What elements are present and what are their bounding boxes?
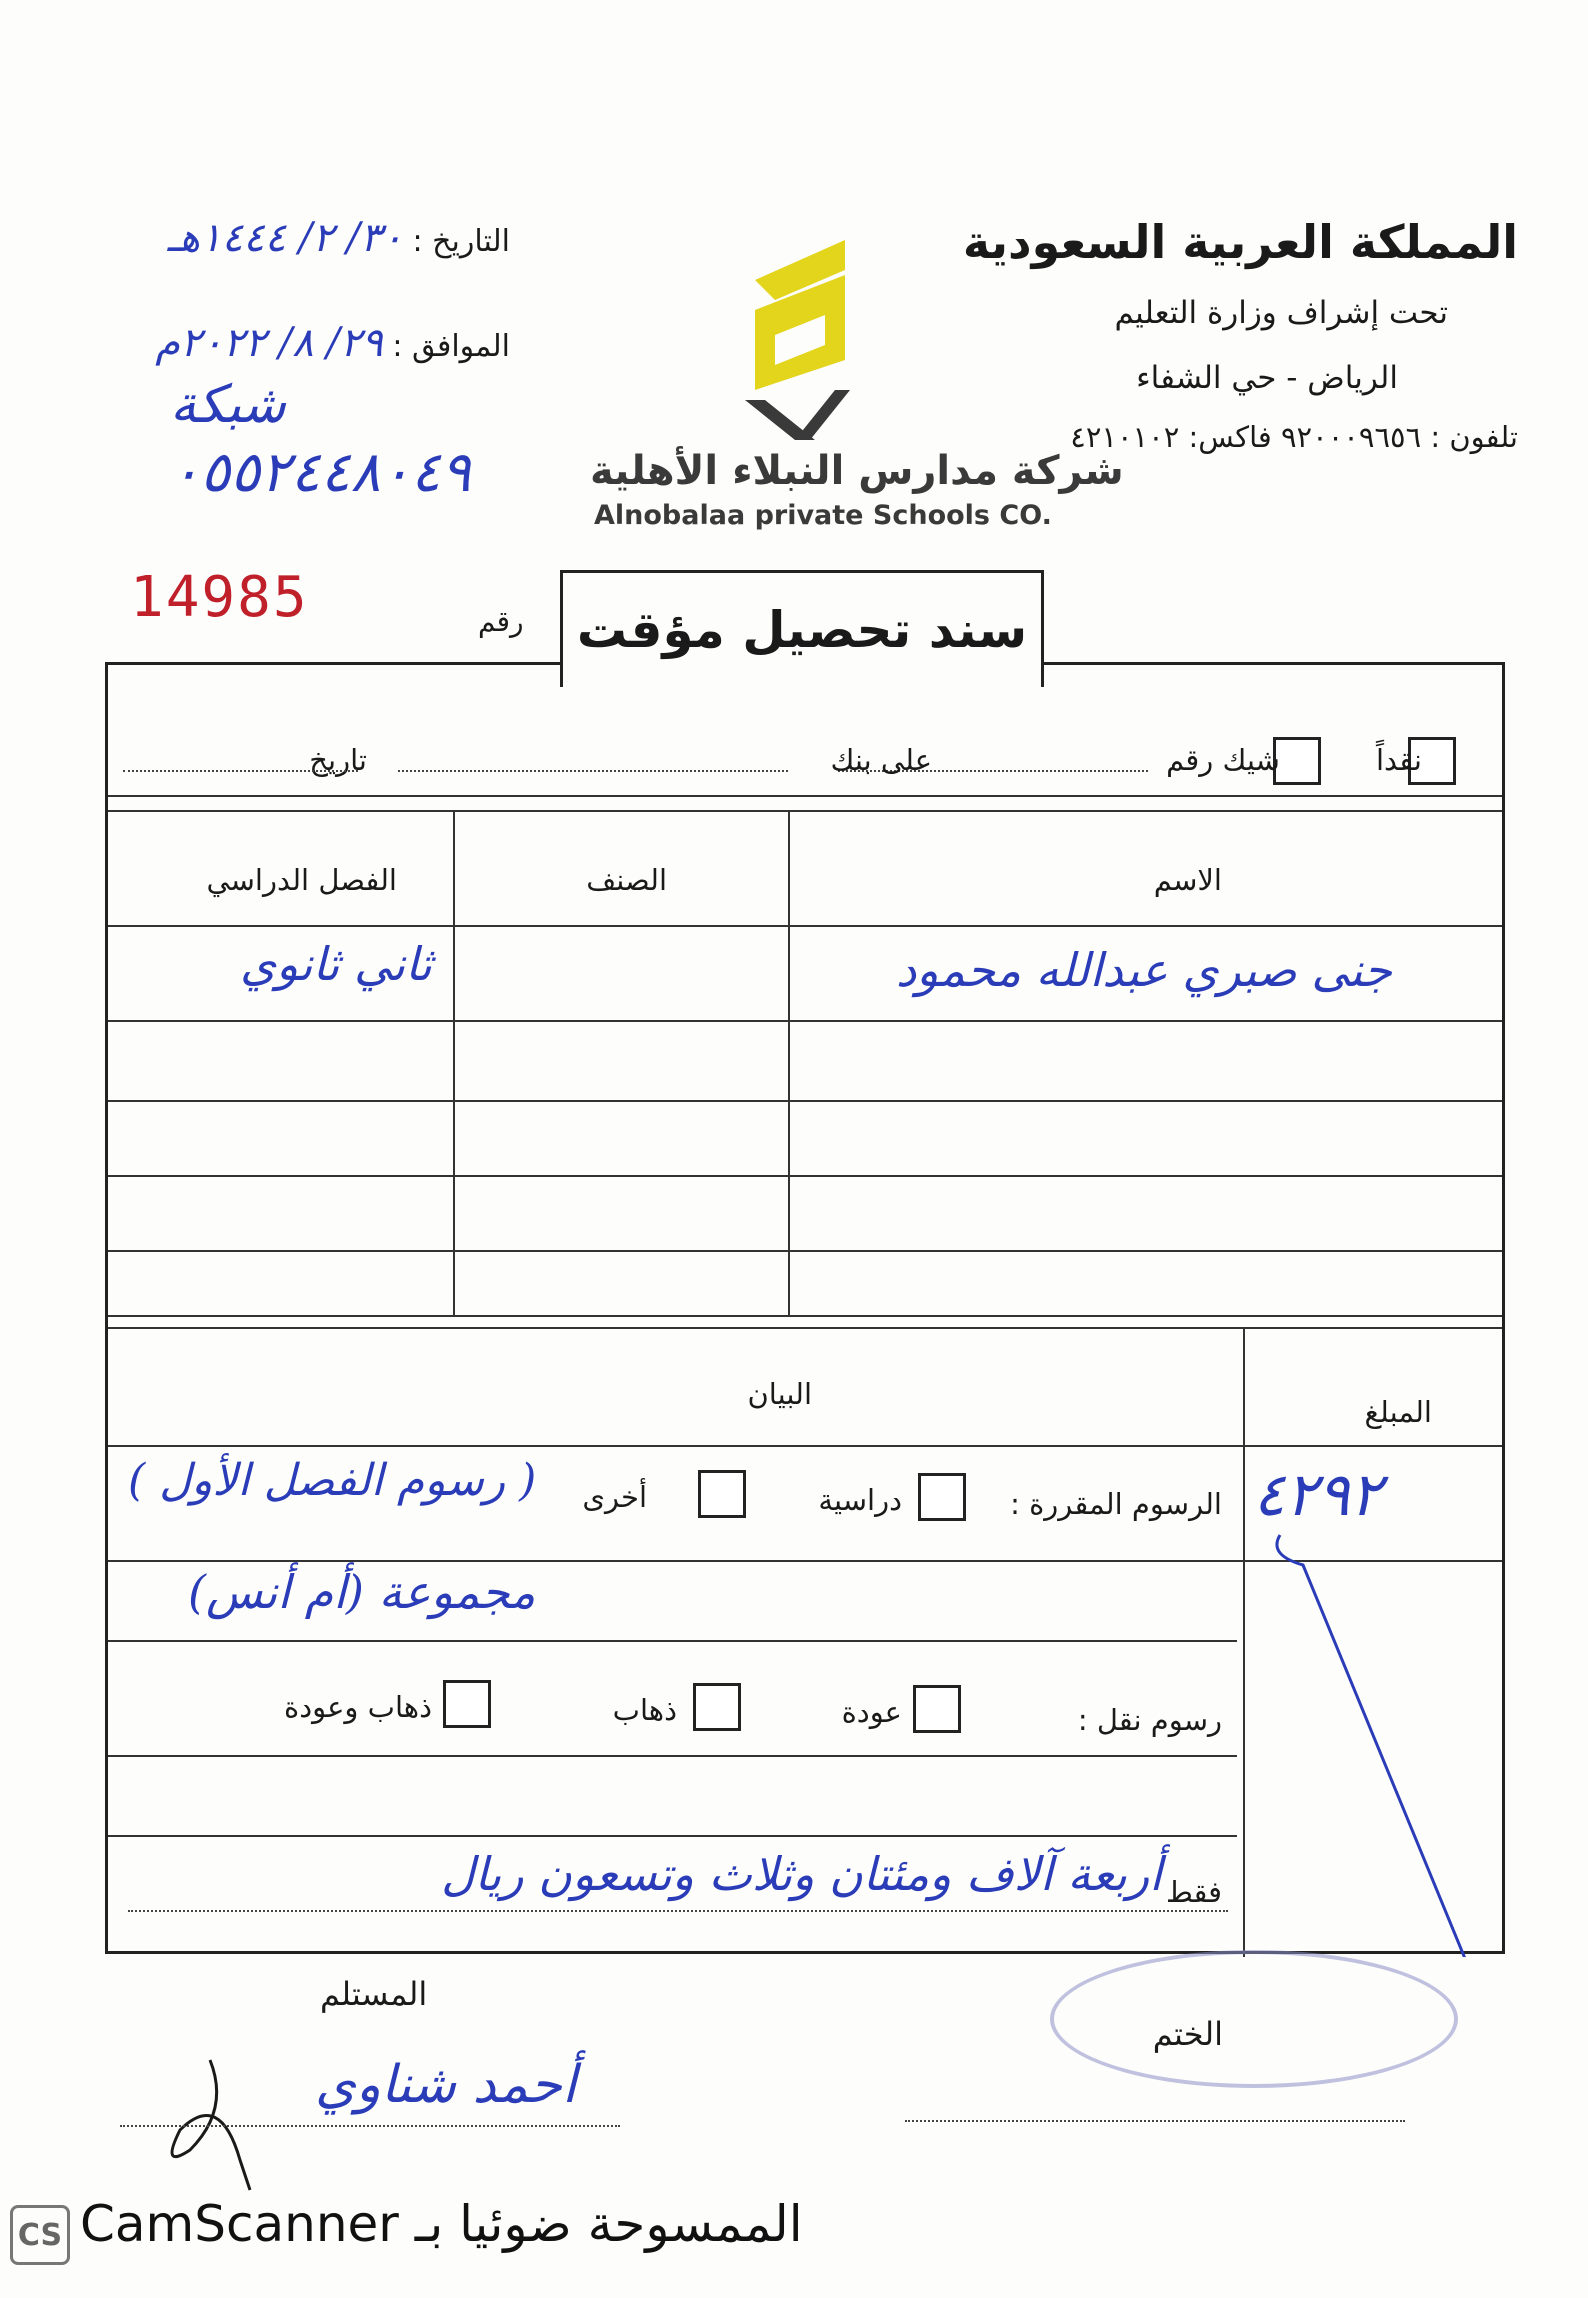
receipt-title: سند تحصيل مؤقت <box>560 570 1044 687</box>
go-label: ذهاب <box>612 1693 677 1727</box>
name-header: الاسم <box>1153 863 1222 897</box>
amount-header: المبلغ <box>1364 1395 1432 1429</box>
logo-arabic-name: شركة مدارس النبلاء الأهلية <box>590 448 1124 494</box>
number-label: رقم <box>478 605 524 638</box>
date-hijri-value: ٣٠/ ٢/ ١٤٤٤هـ <box>167 215 403 261</box>
receiver-line <box>120 2125 620 2127</box>
fees-handwritten-note: ( رسوم الفصل الأول ) <box>128 1455 537 1506</box>
date-label: التاريخ : <box>412 224 510 259</box>
only-label: فقط <box>1165 1875 1222 1909</box>
date-hijri-row <box>110 215 510 261</box>
fees-label: الرسوم المقررة : <box>1010 1487 1222 1521</box>
handwritten-phone-number: ٠٥٥٢٤٤٨٠٤٩ <box>170 440 471 505</box>
go-return-label: ذهاب وعودة <box>284 1690 432 1724</box>
school-stamp-icon <box>1050 1950 1458 2088</box>
receiver-label: المستلم <box>320 1975 428 2013</box>
stamp-line <box>905 2120 1405 2122</box>
grade-header: الفصل الدراسي <box>206 863 397 897</box>
other-fees-label: أخرى <box>582 1480 647 1514</box>
logo-english-name: Alnobalaa private Schools CO. <box>594 500 1052 531</box>
receipt-serial-number: 14985 <box>130 565 309 630</box>
class-header: الصنف <box>586 863 667 897</box>
gregorian-label: الموافق : <box>392 329 510 364</box>
on-bank-label: على بنك <box>830 743 932 777</box>
phone-fax-line: تلفون : ٩٢٠٠٠٩٦٥٦ فاكس: ٤٢١٠١٠٢ <box>1070 420 1518 454</box>
receipt-form-frame <box>105 662 1505 1954</box>
amount-in-words: أربعة آلاف ومئتان وثلاث وتسعون ريال <box>441 1847 1162 1901</box>
cheque-number-label: شيك رقم <box>1166 743 1280 777</box>
transport-label: رسوم نقل : <box>1077 1703 1222 1737</box>
student-grade-cell: ثاني ثانوي <box>240 937 432 991</box>
cash-label: نقداً <box>1375 743 1422 777</box>
amount-value: ٤٢٩٢ <box>1253 1460 1382 1530</box>
statement-header: البيان <box>747 1377 812 1411</box>
handwritten-network-note: شبكة <box>170 375 286 435</box>
stamp-label: الختم <box>1152 2015 1223 2053</box>
kingdom-title: المملكة العربية السعودية <box>962 215 1518 269</box>
location-line: الرياض - حي الشفاء <box>1136 360 1398 396</box>
camscanner-watermark: الممسوحة ضوئيا بـ CamScanner <box>80 2195 803 2253</box>
study-fees-label: دراسية <box>818 1483 902 1517</box>
school-logo-icon <box>735 240 855 440</box>
cross-out-stroke-icon <box>108 665 1508 1957</box>
date-gregorian-value: ٢٩/ ٨/ ٢٠٢٢م <box>155 320 383 366</box>
receiver-signature: أحمد شناوي <box>315 2055 577 2115</box>
group-handwritten-note: مجموعة (أم أنس) <box>188 1565 536 1619</box>
camscanner-logo-icon: CS <box>10 2205 70 2265</box>
payment-date-label: تاريخ <box>309 743 367 777</box>
date-gregorian-row <box>110 320 510 366</box>
supervision-line: تحت إشراف وزارة التعليم <box>1114 295 1448 331</box>
student-name-cell: جنى صبري عبدالله محمود <box>895 943 1392 997</box>
return-label: عودة <box>841 1695 902 1729</box>
